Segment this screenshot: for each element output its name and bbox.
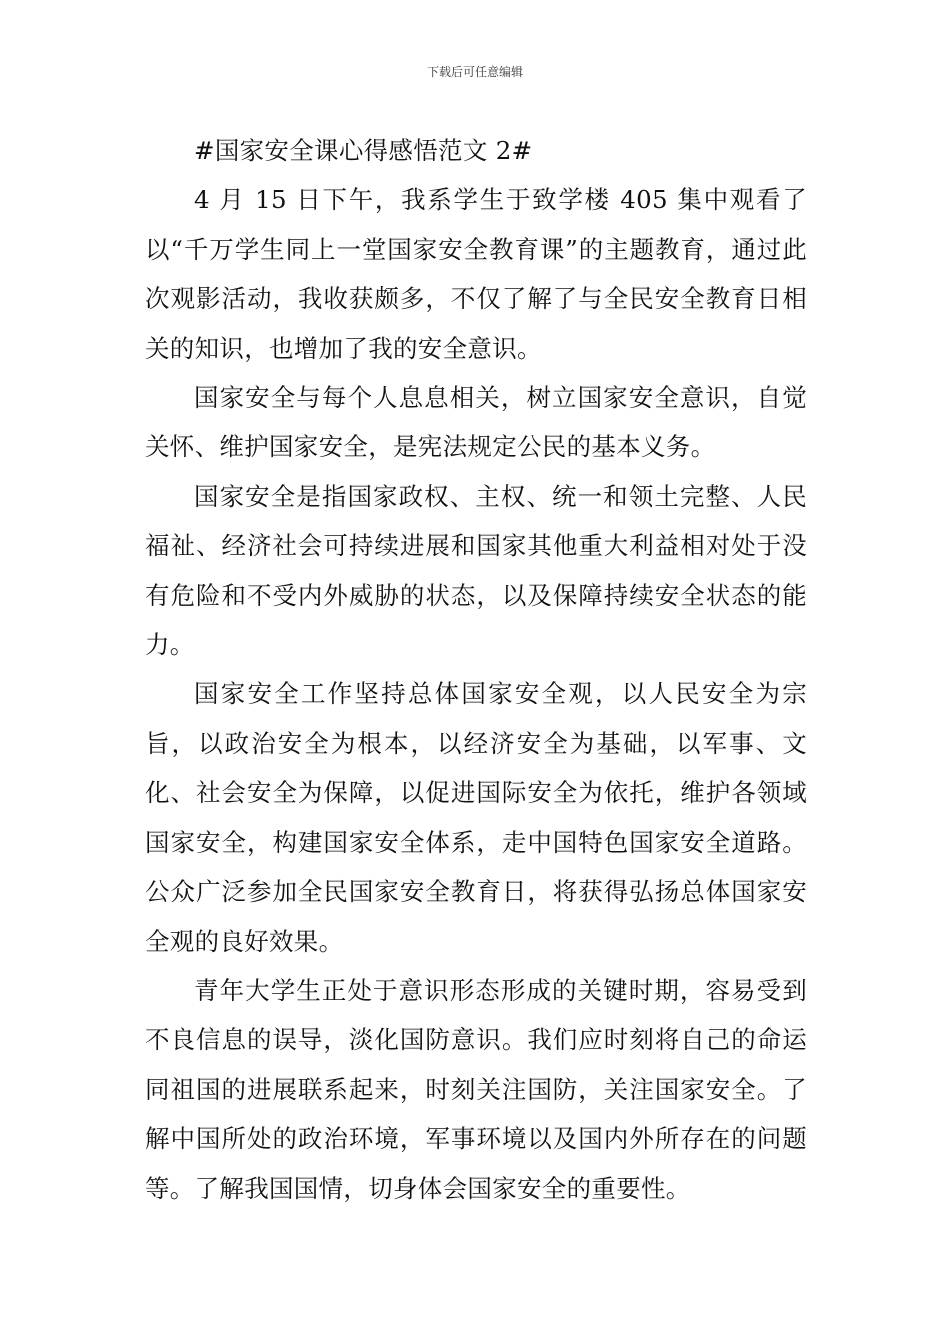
paragraph: 4 月 15 日下午，我系学生于致学楼 405 集中观看了以“千万学生同上一堂国家安全教育课”的主题教育，通过此次观影活动，我收获颇多，不仅了解了与全民安全教育日相关的知识，也增加了我的安全意识。 [145,185,807,363]
paragraph: 国家安全与每个人息息相关，树立国家安全意识，自觉关怀、维护国家安全，是宪法规定公民的基本义务。 [145,383,807,462]
paragraph: 国家安全工作坚持总体国家安全观，以人民安全为宗旨，以政治安全为根本，以经济安全为基础，以军事、文化、社会安全为保障，以促进国际安全为依托，维护各领域国家安全，构建国家安全体系，走中国特色国家安全道路。公众广泛参加全民国家安全教育日，将获得弘扬总体国家安全观的良好效果。 [145,679,807,956]
paragraph: 青年大学生正处于意识形态形成的关键时期，容易受到不良信息的误导，淡化国防意识。我们应时刻将自己的命运同祖国的进展联系起来，时刻关注国防，关注国家安全。了解中国所处的政治环境，军事环境以及国内外所存在的问题等。了解我国国情，切身体会国家安全的重要性。 [145,975,807,1203]
page-header-note: 下载后可任意编辑 [426,65,523,79]
document-title: #国家安全课心得感悟范文 2# [194,136,533,165]
document-body [145,126,807,1213]
paragraph: 国家安全是指国家政权、主权、统一和领土完整、人民福祉、经济社会可持续进展和国家其他重大利益相对处于没有危险和不受内外威胁的状态，以及保障持续安全状态的能力。 [145,481,807,660]
